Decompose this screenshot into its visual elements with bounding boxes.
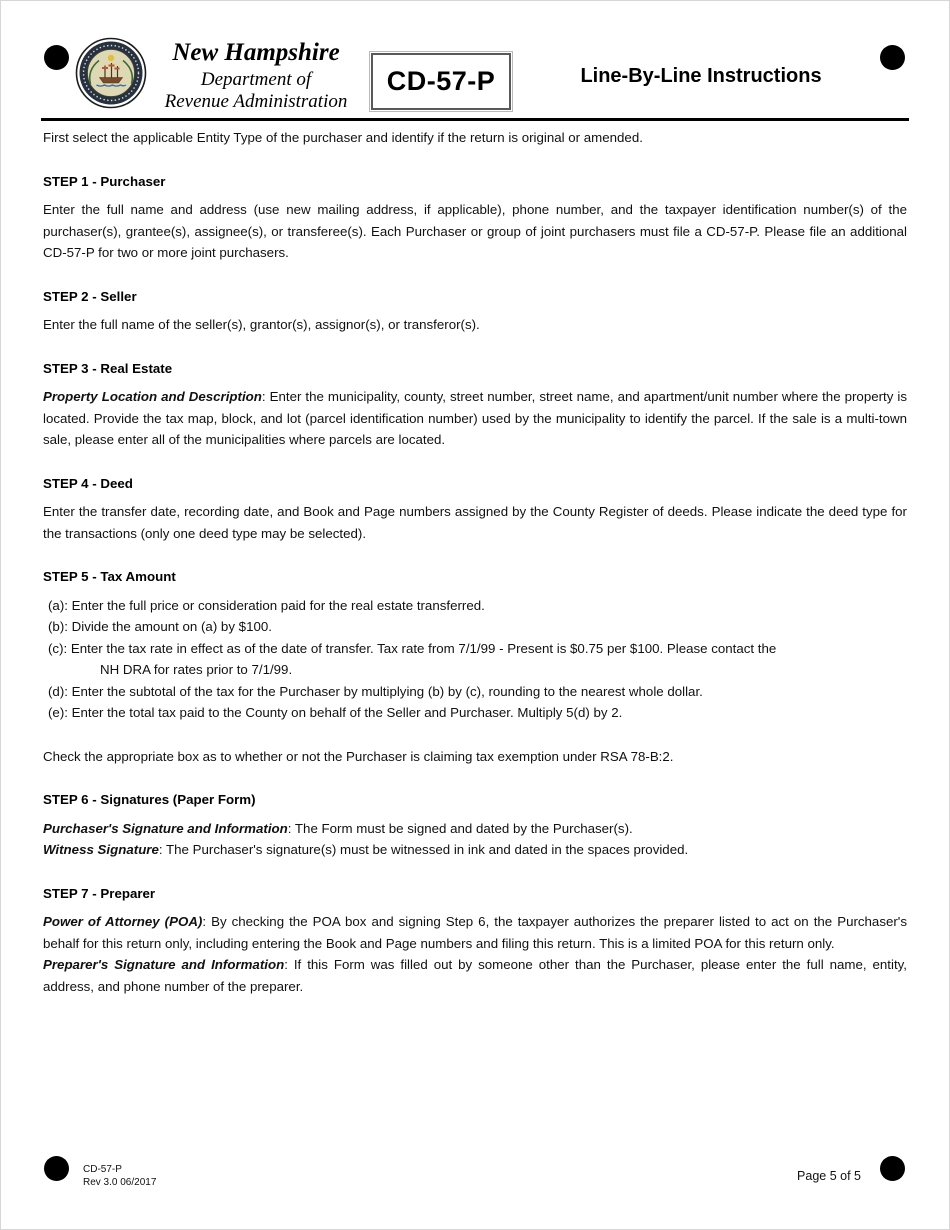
- footer-revision: Rev 3.0 06/2017: [83, 1177, 157, 1188]
- step6-purchaser-signature-paragraph: [43, 818, 907, 840]
- instructions-content: [43, 127, 907, 997]
- step5-item-c-continuation: NH DRA for rates prior to 7/1/99.: [100, 662, 293, 677]
- step5-item-e: (e): Enter the total tax paid to the County on behalf of the Seller and Purchaser. Multiply 5(d) by 2.: [48, 705, 623, 720]
- registration-mark-top-left: [44, 45, 69, 70]
- form-code-box: [371, 53, 511, 110]
- registration-mark-bottom-right: [880, 1156, 905, 1181]
- step1-heading: STEP 1 - Purchaser: [43, 173, 166, 189]
- step7-poa-paragraph: [43, 911, 907, 954]
- step5-item-b: (b): Divide the amount on (a) by $100.: [48, 619, 272, 634]
- step7-heading: STEP 7 - Preparer: [43, 885, 156, 901]
- step6-heading: STEP 6 - Signatures (Paper Form): [43, 792, 256, 807]
- agency-name-block: [147, 39, 365, 113]
- intro-paragraph: First select the applicable Entity Type of the purchaser and identify if the return is original or amended.: [43, 130, 643, 145]
- step5-item-list: [43, 595, 907, 724]
- step6-witness-signature-lead: Witness Signature: [43, 842, 159, 857]
- step3-body: [43, 386, 907, 451]
- header-divider: [41, 118, 909, 121]
- step6-witness-signature-text: : The Purchaser's signature(s) must be witnessed in ink and dated in the spaces provided.: [158, 842, 689, 857]
- step3-text: : Enter the municipality, county, street number, street name, and apartment/unit number where the property is located. Provide the tax map, block, and lot (parcel identification number) used by the municipality to identify the parcel. If the sale is a multi-town sale, please enter all of the municipalities where parcels are located.: [43, 389, 908, 447]
- step7-preparer-signature-text: : If this Form was filled out by someone other than the Purchaser, please enter the full name, entity, address, and phone number of the preparer.: [43, 957, 907, 994]
- agency-dept-line2: Revenue Administration: [164, 90, 348, 112]
- step5-item-a: (a): Enter the full price or consideration paid for the real estate transferred.: [48, 597, 485, 613]
- registration-mark-top-right: [880, 45, 905, 70]
- registration-mark-bottom-left: [44, 1156, 69, 1181]
- step7-preparer-signature-lead: Preparer's Signature and Information: [43, 957, 285, 972]
- agency-dept-line1: Department of: [200, 69, 312, 90]
- step6-purchaser-signature-lead: Purchaser's Signature and Information: [43, 820, 288, 836]
- step4-heading: STEP 4 - Deed: [43, 475, 133, 491]
- footer-form-code: CD-57-P: [83, 1164, 122, 1175]
- page-title: Line-By-Line Instructions: [580, 65, 822, 87]
- nh-state-seal-icon: [75, 37, 147, 109]
- step7-poa-text: : By checking the POA box and signing Step 6, the taxpayer authorizes the preparer listed to act on the Purchaser's behalf for this return only, including entering the Book and Page numbers and filing this return. This is a limited POA for this return only.: [43, 914, 907, 951]
- step2-body: Enter the full name of the seller(s), grantor(s), assignor(s), or transferor(s).: [43, 317, 480, 332]
- form-code: CD-57-P: [386, 66, 496, 96]
- step5-heading: STEP 5 - Tax Amount: [43, 569, 176, 584]
- step7-preparer-signature-paragraph: [43, 954, 907, 997]
- step5-item-d: (d): Enter the subtotal of the tax for the Purchaser by multiplying (b) by (c), rounding to the nearest whole dollar.: [48, 683, 703, 699]
- step3-heading: STEP 3 - Real Estate: [43, 360, 173, 376]
- footer-form-info: [83, 1163, 156, 1189]
- step1-body: Enter the full name and address (use new mailing address, if applicable), phone number, and the taxpayer identification number(s) of the purchaser(s), grantee(s), assignee(s), or transferee(s). Each Purchaser or group of joint purchasers must file a CD-57-P. Please file an additional CD-57-P for two or more joint purchasers.: [43, 202, 907, 260]
- step2-heading: STEP 2 - Seller: [43, 288, 137, 304]
- step3-lead-label: Property Location and Description: [43, 389, 262, 404]
- step5-item-c: (c): Enter the tax rate in effect as of the date of transfer. Tax rate from 7/1/99 - Present is $0.75 per $100. Please contact the: [48, 640, 777, 656]
- step4-body: Enter the transfer date, recording date, and Book and Page numbers assigned by the County Register of deeds. Please indicate the deed type for the transactions (only one deed type may be selected).: [43, 504, 907, 541]
- step7-poa-lead: Power of Attorney (POA): [43, 914, 203, 929]
- step6-purchaser-signature-text: : The Form must be signed and dated by the Purchaser(s).: [287, 820, 633, 836]
- page-number: Page 5 of 5: [797, 1169, 861, 1183]
- step6-witness-signature-paragraph: [43, 839, 907, 861]
- agency-state-name: New Hampshire: [172, 39, 340, 66]
- exemption-note: Check the appropriate box as to whether or not the Purchaser is claiming tax exemption under RSA 78-B:2.: [43, 748, 674, 764]
